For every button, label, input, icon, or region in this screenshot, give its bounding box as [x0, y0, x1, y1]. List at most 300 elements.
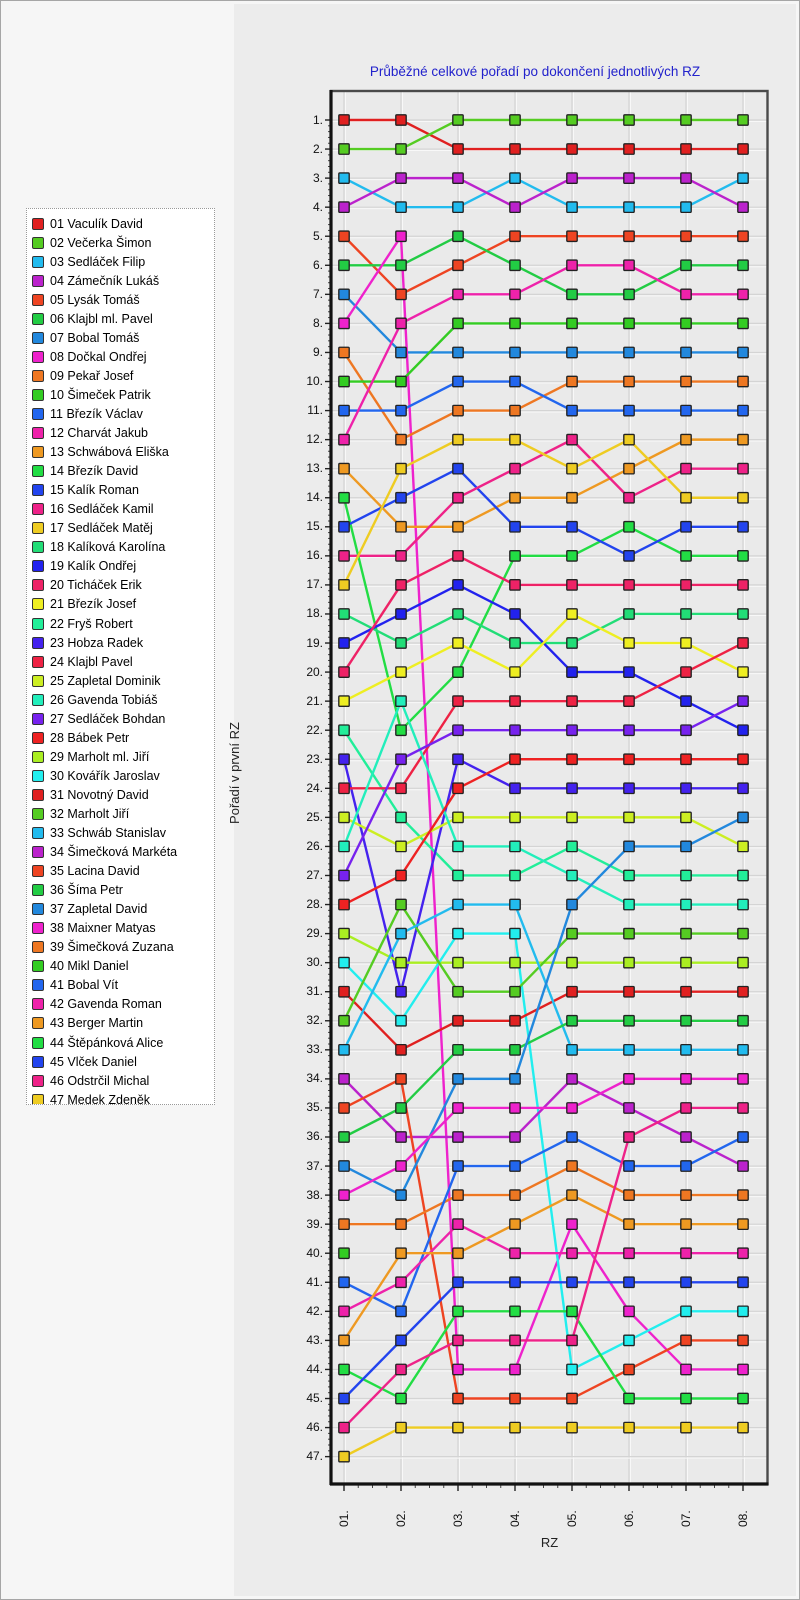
y-tick-label: 16.	[306, 548, 323, 563]
series-marker	[510, 115, 520, 125]
series-marker	[567, 1074, 577, 1084]
series-marker	[681, 1277, 691, 1287]
x-tick-label: 02.	[394, 1510, 408, 1527]
legend-swatch-icon	[32, 846, 44, 858]
series-marker	[510, 1045, 520, 1055]
series-marker	[396, 1277, 406, 1287]
y-tick-label: 26.	[306, 838, 323, 853]
series-marker	[681, 1161, 691, 1171]
series-marker	[681, 202, 691, 212]
legend-item-label: 12 Charvát Jakub	[50, 426, 148, 441]
legend-swatch-icon	[32, 941, 44, 953]
legend-item-label: 33 Schwáb Stanislav	[50, 826, 167, 841]
legend-item	[27, 309, 214, 328]
legend-item-label: 07 Bobal Tomáš	[50, 330, 140, 345]
legend-item	[27, 462, 214, 481]
series-marker	[510, 493, 520, 503]
series-marker	[510, 434, 520, 444]
series-marker	[339, 1364, 349, 1374]
series-marker	[396, 783, 406, 793]
series-marker	[510, 696, 520, 706]
legend-item-label: 11 Březík Václav	[50, 406, 143, 421]
series-marker	[624, 812, 634, 822]
legend-item	[27, 328, 214, 347]
series-marker	[681, 318, 691, 328]
legend-item	[27, 919, 214, 938]
series-marker	[339, 870, 349, 880]
series-marker	[510, 928, 520, 938]
y-tick-label: 28.	[306, 897, 323, 912]
series-marker	[624, 173, 634, 183]
series-marker	[339, 144, 349, 154]
series-marker	[567, 173, 577, 183]
series-marker	[453, 522, 463, 532]
series-marker	[453, 754, 463, 764]
legend-swatch-icon	[32, 903, 44, 915]
series-marker	[738, 522, 748, 532]
legend-item	[27, 614, 214, 633]
series-marker	[339, 987, 349, 997]
legend-item-label: 28 Bábek Petr	[50, 730, 130, 745]
series-marker	[453, 1132, 463, 1142]
x-tick-label: 04.	[508, 1510, 522, 1527]
series-marker	[681, 580, 691, 590]
legend-item-label: 44 Štěpánková Alice	[50, 1035, 164, 1050]
legend-item	[27, 747, 214, 766]
series-marker	[339, 1132, 349, 1142]
legend-item	[27, 233, 214, 252]
y-axis-title: Pořadí v první RZ	[227, 722, 242, 824]
y-tick-label: 40.	[306, 1245, 323, 1260]
series-marker	[681, 609, 691, 619]
legend-item-label: 40 Mikl Daniel	[50, 959, 129, 974]
legend-item-label: 16 Sedláček Kamil	[50, 502, 154, 517]
series-marker	[510, 463, 520, 473]
series-marker	[567, 463, 577, 473]
series-marker	[738, 754, 748, 764]
series-marker	[624, 144, 634, 154]
series-marker	[510, 812, 520, 822]
series-marker	[624, 667, 634, 677]
series-marker	[510, 667, 520, 677]
series-marker	[510, 1219, 520, 1229]
series-marker	[510, 1248, 520, 1258]
series-marker	[567, 522, 577, 532]
series-marker	[510, 231, 520, 241]
legend-item-label: 03 Sedláček Filip	[50, 254, 146, 269]
legend-item-label: 31 Novotný David	[50, 787, 149, 802]
series-marker	[624, 987, 634, 997]
y-tick-label: 18.	[306, 606, 323, 621]
legend-swatch-icon	[32, 865, 44, 877]
series-marker	[339, 1306, 349, 1316]
series-marker	[339, 783, 349, 793]
legend-item	[27, 766, 214, 785]
series-marker	[396, 115, 406, 125]
series-marker	[681, 347, 691, 357]
y-tick-label: 44.	[306, 1361, 323, 1376]
series-marker	[510, 870, 520, 880]
series-marker	[624, 696, 634, 706]
series-marker	[681, 899, 691, 909]
series-marker	[510, 522, 520, 532]
series-marker	[738, 725, 748, 735]
series-marker	[510, 405, 520, 415]
series-marker	[738, 144, 748, 154]
series-marker	[738, 115, 748, 125]
y-tick-label: 37.	[306, 1158, 323, 1173]
legend-swatch-icon	[32, 389, 44, 401]
series-marker	[624, 434, 634, 444]
legend-item	[27, 976, 214, 995]
y-tick-label: 10.	[306, 374, 323, 388]
series-marker	[624, 231, 634, 241]
series-marker	[510, 1422, 520, 1432]
series-marker	[624, 870, 634, 880]
series-marker	[624, 1248, 634, 1258]
series-marker	[339, 376, 349, 386]
legend-item-label: 04 Zámečník Lukáš	[50, 273, 160, 288]
series-marker	[453, 870, 463, 880]
y-tick-label: 4.	[312, 199, 323, 214]
legend-item	[27, 690, 214, 709]
series-marker	[681, 1393, 691, 1403]
series-marker	[624, 318, 634, 328]
series-marker	[624, 1016, 634, 1026]
legend-item	[27, 938, 214, 957]
series-marker	[624, 493, 634, 503]
legend-swatch-icon	[32, 675, 44, 687]
series-marker	[339, 551, 349, 561]
series-marker	[738, 1248, 748, 1258]
y-tick-label: 15.	[306, 519, 323, 534]
x-tick-label: 05.	[565, 1510, 579, 1527]
legend-item	[27, 557, 214, 576]
series-marker	[681, 812, 691, 822]
legend-item-label: 05 Lysák Tomáš	[50, 292, 140, 307]
series-marker	[453, 1103, 463, 1113]
legend-item	[27, 290, 214, 309]
series-marker	[567, 638, 577, 648]
series-marker	[624, 1132, 634, 1142]
series-marker	[567, 434, 577, 444]
legend-item-label: 30 Kovářík Jaroslav	[50, 768, 160, 783]
series-marker	[738, 870, 748, 880]
series-marker	[738, 1335, 748, 1345]
y-tick-label: 32.	[306, 1013, 323, 1028]
series-marker	[624, 1306, 634, 1316]
series-marker	[396, 812, 406, 822]
series-marker	[453, 783, 463, 793]
series-marker	[339, 1248, 349, 1258]
series-marker	[567, 696, 577, 706]
y-tick-label: 46.	[306, 1420, 323, 1435]
series-marker	[339, 231, 349, 241]
series-marker	[681, 1422, 691, 1432]
y-tick-label: 8.	[312, 315, 323, 330]
series-marker	[339, 1451, 349, 1461]
series-marker	[453, 1335, 463, 1345]
legend-item-label: 14 Březík David	[50, 464, 139, 479]
series-marker	[339, 696, 349, 706]
legend-item-label: 19 Kalík Ondřej	[50, 559, 137, 574]
legend-swatch-icon	[32, 598, 44, 610]
series-marker	[396, 1103, 406, 1113]
legend-swatch-icon	[32, 694, 44, 706]
legend-swatch-icon	[32, 427, 44, 439]
series-marker	[567, 1364, 577, 1374]
legend-item	[27, 843, 214, 862]
series-marker	[453, 463, 463, 473]
y-tick-label: 20.	[306, 664, 323, 679]
series-marker	[453, 260, 463, 270]
y-tick-label: 11.	[307, 403, 323, 418]
series-marker	[738, 463, 748, 473]
series-marker	[738, 987, 748, 997]
series-marker	[453, 347, 463, 357]
series-marker	[396, 1364, 406, 1374]
legend-item	[27, 252, 214, 271]
series-marker	[567, 1277, 577, 1287]
series-marker	[738, 783, 748, 793]
series-marker	[510, 580, 520, 590]
series-marker	[453, 1422, 463, 1432]
legend-swatch-icon	[32, 1094, 44, 1105]
legend-item-label: 43 Berger Martin	[50, 1016, 144, 1031]
series-marker	[396, 1335, 406, 1345]
series-marker	[567, 754, 577, 764]
series-marker	[339, 493, 349, 503]
series-marker	[453, 609, 463, 619]
legend-item	[27, 481, 214, 500]
y-tick-label: 39.	[306, 1216, 323, 1231]
series-marker	[624, 202, 634, 212]
legend-swatch-icon	[32, 618, 44, 630]
legend-swatch-icon	[32, 370, 44, 382]
series-marker	[396, 318, 406, 328]
y-tick-label: 6.	[312, 257, 323, 272]
legend-item	[27, 443, 214, 462]
legend-item	[27, 881, 214, 900]
series-marker	[738, 1393, 748, 1403]
series-marker	[510, 1364, 520, 1374]
legend-item	[27, 671, 214, 690]
series-marker	[396, 1132, 406, 1142]
legend-item-label: 29 Marholt ml. Jiří	[50, 749, 150, 764]
series-marker	[738, 434, 748, 444]
legend-item-label: 06 Klajbl ml. Pavel	[50, 311, 153, 326]
legend-item	[27, 214, 214, 233]
series-marker	[396, 1219, 406, 1229]
x-tick-label: 07.	[679, 1510, 693, 1527]
series-marker	[339, 202, 349, 212]
legend-item	[27, 1071, 214, 1090]
legend-item	[27, 366, 214, 385]
legend-item	[27, 709, 214, 728]
series-marker	[624, 463, 634, 473]
series-marker	[453, 1364, 463, 1374]
legend-item	[27, 862, 214, 881]
legend-swatch-icon	[32, 656, 44, 668]
series-marker	[567, 405, 577, 415]
legend-item-label: 45 Vlček Daniel	[50, 1054, 137, 1069]
legend-swatch-icon	[32, 332, 44, 344]
legend-item	[27, 538, 214, 557]
series-marker	[396, 202, 406, 212]
series-marker	[396, 725, 406, 735]
series-marker	[567, 783, 577, 793]
series-marker	[567, 841, 577, 851]
legend-swatch-icon	[32, 713, 44, 725]
series-marker	[339, 1074, 349, 1084]
series-marker	[396, 493, 406, 503]
series-marker	[567, 870, 577, 880]
series-marker	[567, 1306, 577, 1316]
series-marker	[453, 231, 463, 241]
series-marker	[396, 696, 406, 706]
legend-item-label: 39 Šimečková Zuzana	[50, 940, 174, 955]
series-marker	[624, 1190, 634, 1200]
series-marker	[681, 783, 691, 793]
series-marker	[453, 144, 463, 154]
legend-item-label: 24 Klajbl Pavel	[50, 654, 133, 669]
series-marker	[624, 957, 634, 967]
legend-item-label: 42 Gavenda Roman	[50, 997, 162, 1012]
legend-swatch-icon	[32, 998, 44, 1010]
series-marker	[624, 551, 634, 561]
series-marker	[624, 1277, 634, 1287]
series-marker	[624, 115, 634, 125]
series-marker	[681, 1074, 691, 1084]
series-marker	[738, 1016, 748, 1026]
series-marker	[453, 696, 463, 706]
series-marker	[339, 260, 349, 270]
legend-item-label: 08 Dočkal Ondřej	[50, 349, 147, 364]
series-marker	[339, 1422, 349, 1432]
series-marker	[453, 115, 463, 125]
series-marker	[453, 1074, 463, 1084]
legend-item-label: 22 Fryš Robert	[50, 616, 133, 631]
series-marker	[681, 173, 691, 183]
legend-item-label: 46 Odstrčil Michal	[50, 1073, 150, 1088]
series-marker	[396, 1045, 406, 1055]
series-marker	[681, 522, 691, 532]
series-marker	[510, 609, 520, 619]
series-marker	[339, 725, 349, 735]
series-marker	[681, 1364, 691, 1374]
series-marker	[453, 812, 463, 822]
legend-item	[27, 404, 214, 423]
y-tick-label: 9.	[312, 344, 323, 359]
series-marker	[453, 725, 463, 735]
series-marker	[396, 987, 406, 997]
legend-item-label: 02 Večerka Šimon	[50, 235, 152, 250]
series-marker	[510, 841, 520, 851]
legend-swatch-icon	[32, 256, 44, 268]
series-marker	[681, 289, 691, 299]
series-marker	[567, 347, 577, 357]
series-marker	[567, 987, 577, 997]
series-marker	[453, 376, 463, 386]
y-tick-label: 36.	[306, 1129, 323, 1144]
series-marker	[567, 1422, 577, 1432]
series-marker	[681, 231, 691, 241]
series-marker	[453, 667, 463, 677]
series-marker	[681, 115, 691, 125]
y-tick-label: 12.	[306, 432, 323, 447]
series-marker	[453, 1161, 463, 1171]
y-tick-label: 35.	[306, 1100, 323, 1115]
series-marker	[339, 463, 349, 473]
legend-swatch-icon	[32, 237, 44, 249]
series-marker	[396, 609, 406, 619]
series-marker	[681, 725, 691, 735]
legend-swatch-icon	[32, 751, 44, 763]
series-marker	[339, 1016, 349, 1026]
series-marker	[396, 522, 406, 532]
legend-item-label: 13 Schwábová Eliška	[50, 445, 169, 460]
y-tick-label: 41.	[306, 1274, 323, 1289]
series-marker	[567, 115, 577, 125]
series-marker	[738, 899, 748, 909]
series-marker	[681, 928, 691, 938]
series-marker	[510, 144, 520, 154]
series-marker	[624, 1074, 634, 1084]
y-tick-label: 33.	[306, 1042, 323, 1057]
legend-swatch-icon	[32, 1017, 44, 1029]
series-marker	[738, 609, 748, 619]
legend-swatch-icon	[32, 732, 44, 744]
series-marker	[396, 1422, 406, 1432]
y-tick-label: 25.	[306, 809, 323, 824]
series-marker	[624, 260, 634, 270]
series-marker	[738, 638, 748, 648]
legend-swatch-icon	[32, 294, 44, 306]
series-marker	[510, 957, 520, 967]
series-marker	[738, 551, 748, 561]
series-marker	[453, 928, 463, 938]
y-tick-label: 31.	[306, 984, 323, 999]
legend-item	[27, 271, 214, 290]
series-marker	[396, 405, 406, 415]
series-marker	[396, 957, 406, 967]
series-marker	[681, 957, 691, 967]
legend-item-label: 17 Sedláček Matěj	[50, 521, 153, 536]
legend-swatch-icon	[32, 560, 44, 572]
series-marker	[396, 1393, 406, 1403]
series-marker	[624, 638, 634, 648]
legend-swatch-icon	[32, 503, 44, 515]
series-marker	[681, 870, 691, 880]
series-marker	[738, 1422, 748, 1432]
series-marker	[453, 434, 463, 444]
series-marker	[681, 1219, 691, 1229]
legend-item-label: 36 Šíma Petr	[50, 883, 123, 898]
series-marker	[681, 987, 691, 997]
series-marker	[738, 1190, 748, 1200]
series-marker	[453, 493, 463, 503]
series-marker	[567, 1103, 577, 1113]
series-marker	[738, 1277, 748, 1287]
series-marker	[339, 841, 349, 851]
legend-item	[27, 424, 214, 443]
series-marker	[681, 551, 691, 561]
chart-title: Průběžné celkové pořadí po dokončení jednotlivých RZ	[369, 64, 701, 79]
series-marker	[510, 173, 520, 183]
y-tick-label: 30.	[306, 955, 323, 970]
series-marker	[738, 1074, 748, 1084]
series-marker	[681, 1248, 691, 1258]
